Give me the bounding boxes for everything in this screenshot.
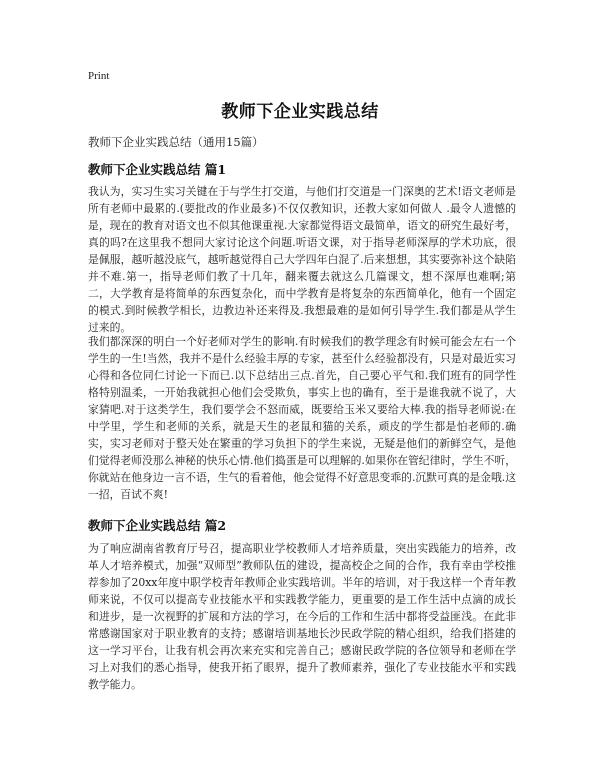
- document-subtitle: 教师下企业实践总结（通用15篇）: [88, 135, 264, 149]
- section-heading-2: 教师下企业实践总结 篇2: [88, 518, 227, 533]
- page-title: 教师下企业实践总结: [221, 102, 379, 122]
- section-1-paragraph-2: 我们都深深的明白一个好老师对学生的影响.有时候我们的教学理念有时候可能会左右一个学生的一生!当然，我并不是什么经验丰厚的专家，甚至什么经验都没有，只是对最近实习心得和各位同仁讨论一下而已.以下总结出三点.首先，自己要心平气和.我们班有的同学性格特别温柔，一开始我就担心他们会受欺负，事实上也的确有，至于是谁我就不说了，大家猜吧.对于这类学生，我们要学会不怒而威，既要给玉米又要给大棒.我的指导老师说:在中学里，学生和老师的关系，就是天生的老鼠和猫的关系，顽皮的学生都是怕老师的.确实，实习老师对于整天处在繁重的学习负担下的学生来说，无疑是他们的新鲜空气，是他们觉得老师没那么神秘的快乐心情.他们捣蛋是可以理解的.如果你在管纪律时，学生不听，你就站在他身边一言不语，生气的看着他，他会觉得不好意思变乖的.沉默可真的是金哦.这一招，百试不爽!: [88, 335, 516, 501]
- print-link[interactable]: Print: [88, 70, 110, 82]
- section-heading-1: 教师下企业实践总结 篇1: [88, 162, 227, 177]
- section-1-paragraph-1: 我认为，实习生实习关键在于与学生打交道，与他们打交道是一门深奥的艺术!语文老师是所有老师中最累的.(要批改的作业最多)不仅仅教知识，还教大家如何做人 .最令人遗憾的是，现在的教育对语文也不似其他课重视.大家都觉得语文最简单，语文的研究生最好考，真的吗?在这里我不想同大家讨论这个问题.听语文课，对于指导老师深厚的学术功底，很是佩服，越听越没底气，越听越觉得自己大学四年白混了.后来想想，其实要弥补这个缺陷并不难.第一，指导老师们教了十几年，翻来覆去就这么几篇课文，想不深厚也难啊;第二，大学教育是将简单的东西复杂化，而中学教育是将复杂的东西简单化，他有一个固定的模式.到时候教学相长，边教边补还来得及.我想最难的是如何引导学生.我们都是从学生过来的。: [88, 185, 516, 334]
- section-2-paragraph-1: 为了响应湖南省教育厅号召，提高职业学校教师人才培养质量，突出实践能力的培养，改革人才培养模式，加强“双师型”教师队伍的建设，提高校企之间的合作，我有幸由学校推荐参加了20xx年度中职学校青年教师企业实践培训。半年的培训，对于我这样一个青年教师来说，不仅可以提高专业技能水平和实践教学能力，更重要的是工作生活中点滴的成长和进步，是一次视野的扩展和方法的学习，在今后的工作和生活中都将受益匪浅。在此非常感谢国家对于职业教育的支持；感谢培训基地长沙民政学院的精心组织，给我们搭建的这一学习平台，让我有机会再次来充实和完善自己；感谢民政学院的各位领导和老师在学习上对我们的悉心指导，使我开拓了眼界，提升了教师素养，强化了专业技能水平和实践教学能力。: [88, 542, 516, 691]
